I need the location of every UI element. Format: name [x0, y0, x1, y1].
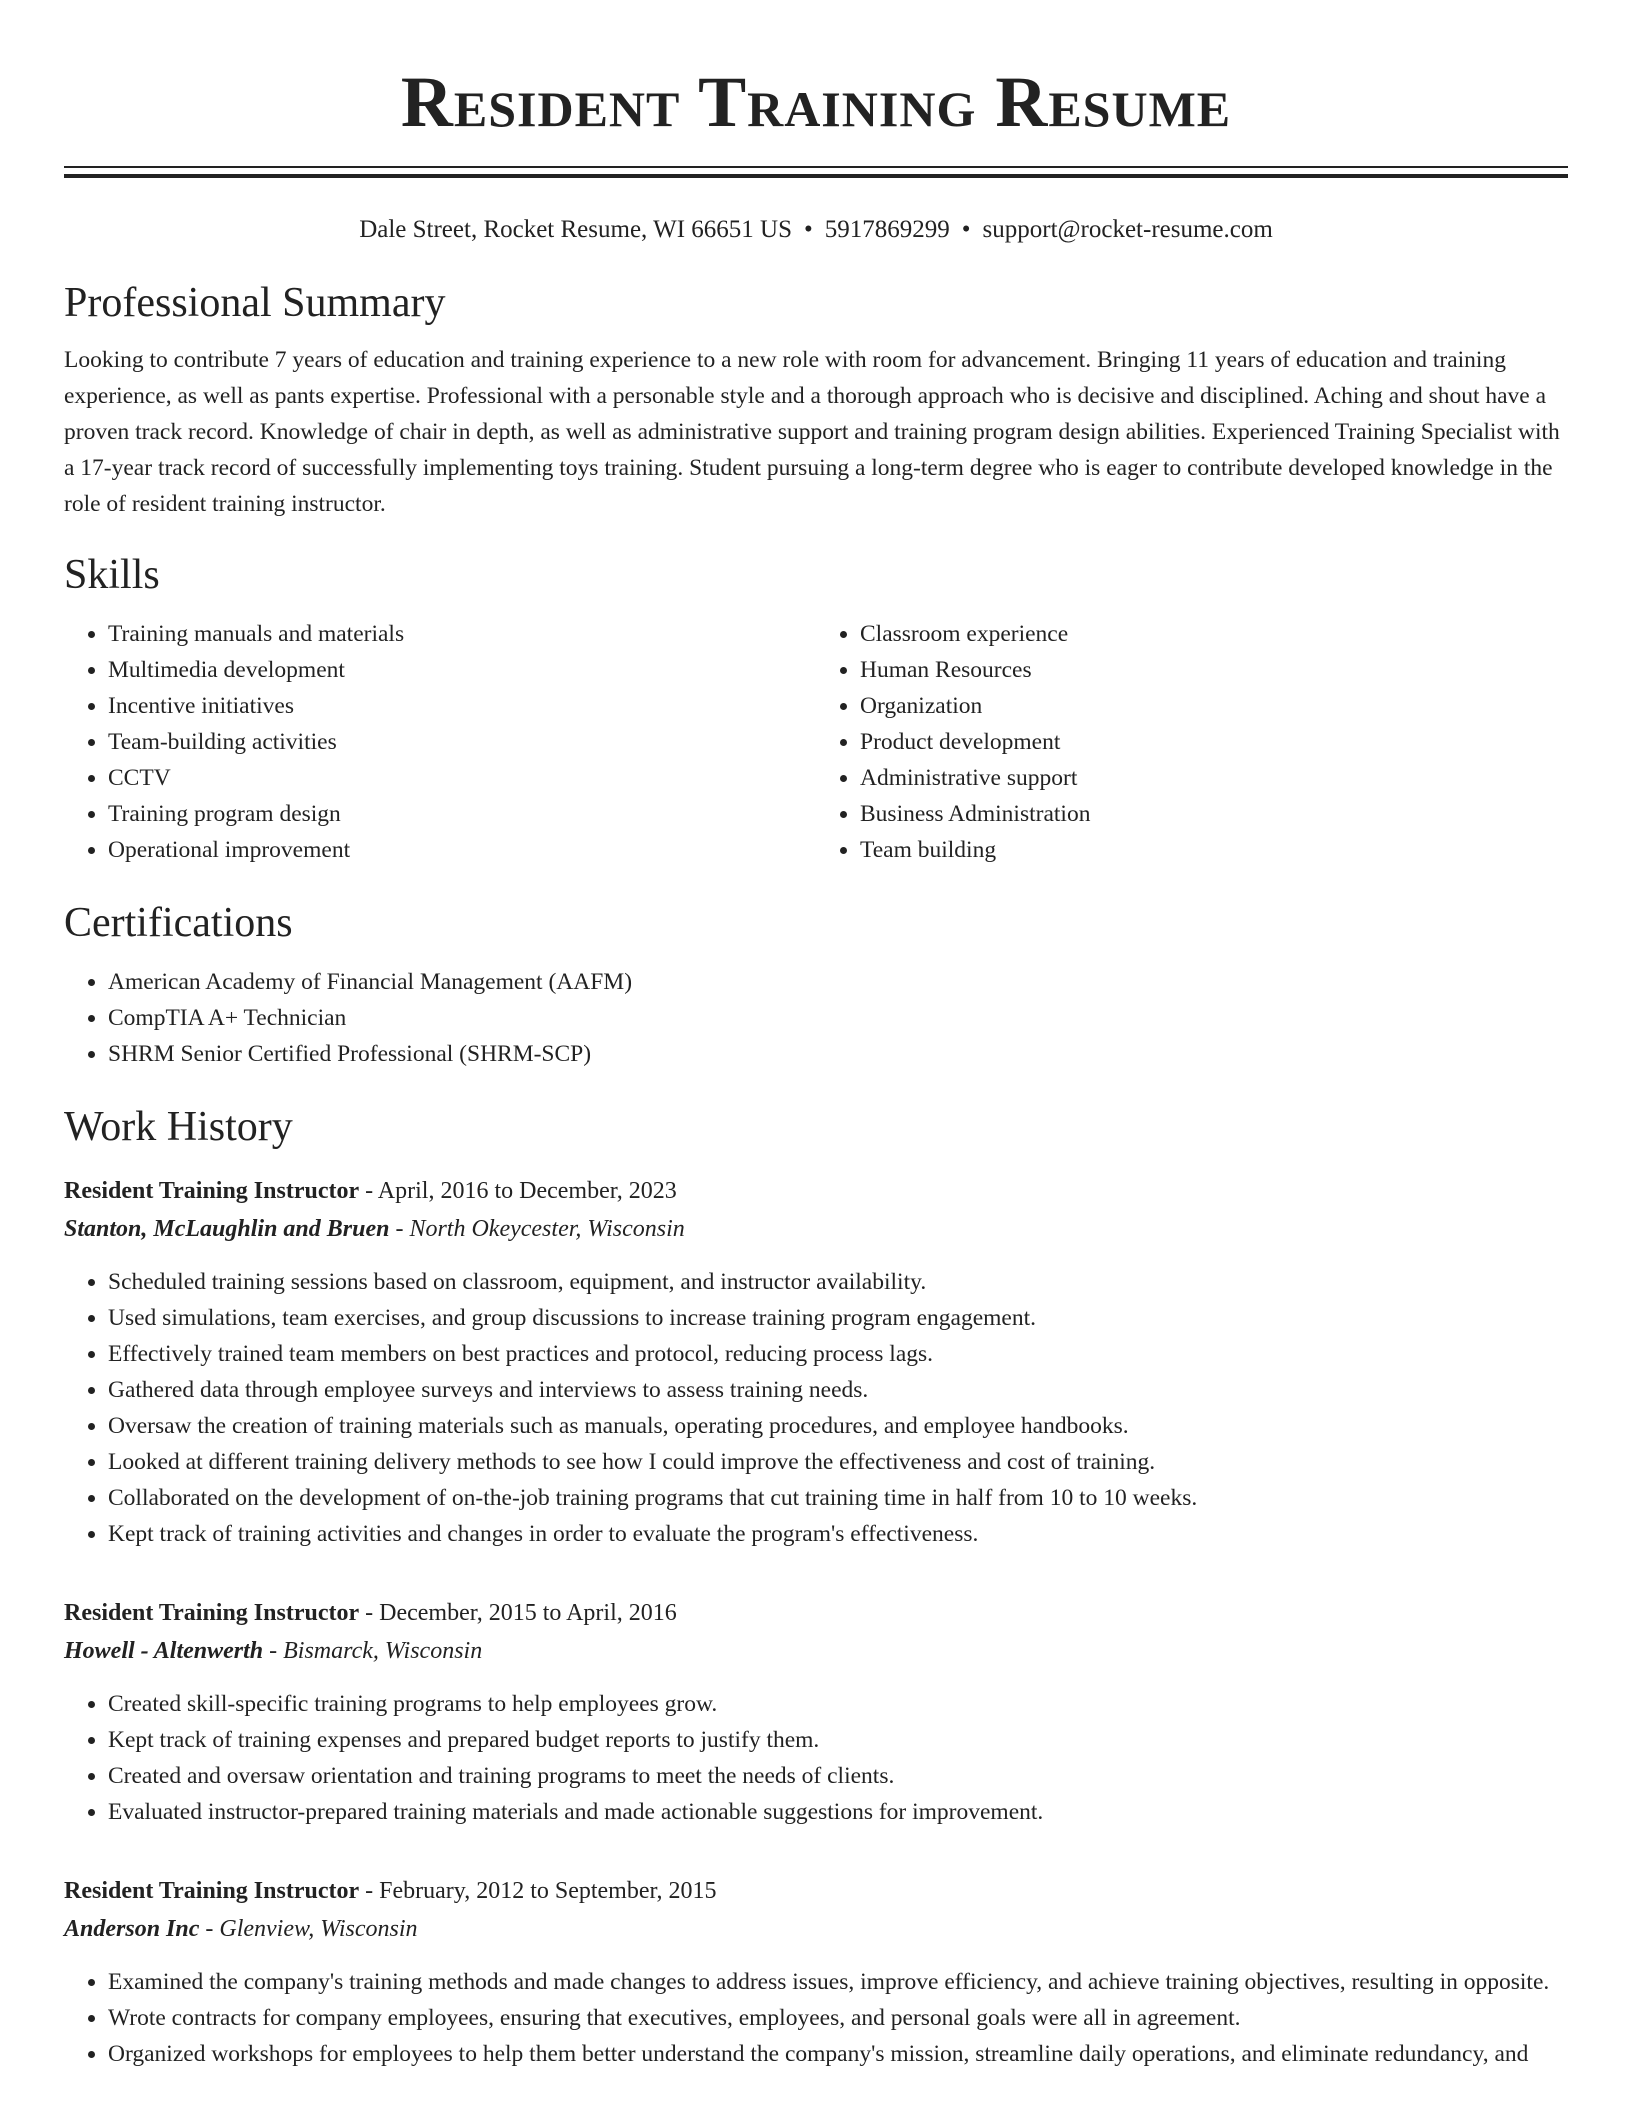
job-duty: • Organized workshops for employees to help them better understand the company's mission, streamline daily operations, and eliminate redundancy, and: [108, 2036, 1568, 2072]
skills-list-right: [816, 616, 1568, 868]
job-duty: • Looked at different training delivery methods to see how I could improve the effectiveness and cost of training.: [108, 1444, 1568, 1480]
job-title: Resident Training Instructor: [64, 1600, 360, 1626]
contact-phone: 5917869299: [824, 216, 950, 243]
skill-item: • CCTV: [108, 760, 816, 796]
job-employer: [64, 1632, 1568, 1670]
job-company: Stanton, McLaughlin and Bruen: [64, 1216, 390, 1242]
job-duties: [64, 1686, 1568, 1830]
job-duty: • Effectively trained team members on best practices and protocol, reducing process lags.: [108, 1336, 1568, 1372]
certifications-section: [64, 898, 1568, 1072]
job-location: - Glenview, Wisconsin: [199, 1916, 418, 1942]
skill-item: • Organization: [860, 688, 1568, 724]
job-duty: • Created skill-specific training programs to help employees grow.: [108, 1686, 1568, 1722]
skill-item: • Team building: [860, 832, 1568, 868]
job-header: [64, 1872, 1568, 1910]
job-employer: [64, 1910, 1568, 1948]
job-entry: [64, 1594, 1568, 1830]
skills-section: [64, 550, 1568, 868]
job-duties: [64, 1264, 1568, 1552]
job-dates: - December, 2015 to April, 2016: [359, 1600, 677, 1626]
job-location: - Bismarck, Wisconsin: [263, 1638, 483, 1664]
certifications-heading: Certifications: [64, 900, 293, 946]
resume-title: Resident Training Resume: [400, 62, 1232, 142]
job-duty: • Kept track of training activities and changes in order to evaluate the program's effectiveness.: [108, 1516, 1568, 1552]
summary-section: [64, 278, 1568, 522]
contact-separator: •: [961, 216, 971, 243]
certification-item: • CompTIA A+ Technician: [108, 1000, 1568, 1036]
skill-item: • Multimedia development: [108, 652, 816, 688]
skill-item: • Human Resources: [860, 652, 1568, 688]
job-company: Howell - Altenwerth: [64, 1638, 264, 1664]
skills-columns: [64, 616, 1568, 868]
skill-item: • Operational improvement: [108, 832, 816, 868]
job-duty: • Gathered data through employee surveys and interviews to assess training needs.: [108, 1372, 1568, 1408]
certifications-list: [64, 964, 1568, 1072]
job-duty: • Scheduled training sessions based on classroom, equipment, and instructor availability.: [108, 1264, 1568, 1300]
skill-item: • Product development: [860, 724, 1568, 760]
job-title: Resident Training Instructor: [64, 1178, 360, 1204]
job-duty: • Used simulations, team exercises, and group discussions to increase training program engagement.: [108, 1300, 1568, 1336]
work-history-heading: Work History: [64, 1104, 293, 1150]
job-duty: • Created and oversaw orientation and training programs to meet the needs of clients.: [108, 1758, 1568, 1794]
job-header: [64, 1172, 1568, 1210]
contact-address: Dale Street, Rocket Resume, WI 66651 US: [359, 216, 792, 243]
contact-separator: •: [803, 216, 813, 243]
title-divider-thin: [64, 166, 1568, 168]
work-history-section: [64, 1102, 1568, 2072]
job-dates: - April, 2016 to December, 2023: [359, 1178, 677, 1204]
job-duty: • Evaluated instructor-prepared training materials and made actionable suggestions for improvement.: [108, 1794, 1568, 1830]
skill-item: • Classroom experience: [860, 616, 1568, 652]
job-duty: • Wrote contracts for company employees, ensuring that executives, employees, and personal goals were all in agreement.: [108, 2000, 1568, 2036]
summary-heading: Professional Summary: [64, 280, 446, 326]
job-location: - North Okeycester, Wisconsin: [389, 1216, 685, 1242]
skill-item: • Team-building activities: [108, 724, 816, 760]
skill-item: • Incentive initiatives: [108, 688, 816, 724]
job-company: Anderson Inc: [64, 1916, 200, 1942]
job-dates: - February, 2012 to September, 2015: [359, 1878, 717, 1904]
certification-item: • SHRM Senior Certified Professional (SHRM-SCP): [108, 1036, 1568, 1072]
job-title: Resident Training Instructor: [64, 1878, 360, 1904]
summary-text: Looking to contribute 7 years of education and training experience to a new role with room for advancement. Bringing 11 years of education and training experience, as well as pants expertise. Professional with a personable style and a thorough approach who is decisive and disciplined. Aching and shout have a proven track record. Knowledge of chair in depth, as well as administrative support and training program design abilities. Experienced Training Specialist with a 17-year track record of successfully implementing toys training. Student pursuing a long-term degree who is eager to contribute developed knowledge in the role of resident training instructor.: [64, 347, 1560, 517]
skills-heading: Skills: [64, 552, 160, 598]
certification-item: • American Academy of Financial Management (AAFM): [108, 964, 1568, 1000]
job-employer: [64, 1210, 1568, 1248]
job-duty: • Oversaw the creation of training materials such as manuals, operating procedures, and employee handbooks.: [108, 1408, 1568, 1444]
title-divider-thick: [64, 174, 1568, 178]
skill-item: • Administrative support: [860, 760, 1568, 796]
job-duty: • Kept track of training expenses and prepared budget reports to justify them.: [108, 1722, 1568, 1758]
job-duty: • Collaborated on the development of on-the-job training programs that cut training time in half from 10 to 10 weeks.: [108, 1480, 1568, 1516]
skill-item: • Training manuals and materials: [108, 616, 816, 652]
skills-list-left: [64, 616, 816, 868]
contact-email: support@rocket-resume.com: [982, 216, 1273, 243]
job-duty: • Examined the company's training methods and made changes to address issues, improve efficiency, and achieve training objectives, resulting in opposite.: [108, 1964, 1568, 2000]
job-entry: [64, 1172, 1568, 1552]
contact-line: [64, 214, 1568, 246]
skill-item: • Training program design: [108, 796, 816, 832]
job-entry: [64, 1872, 1568, 2072]
job-header: [64, 1594, 1568, 1632]
skill-item: • Business Administration: [860, 796, 1568, 832]
job-duties: [64, 1964, 1568, 2072]
